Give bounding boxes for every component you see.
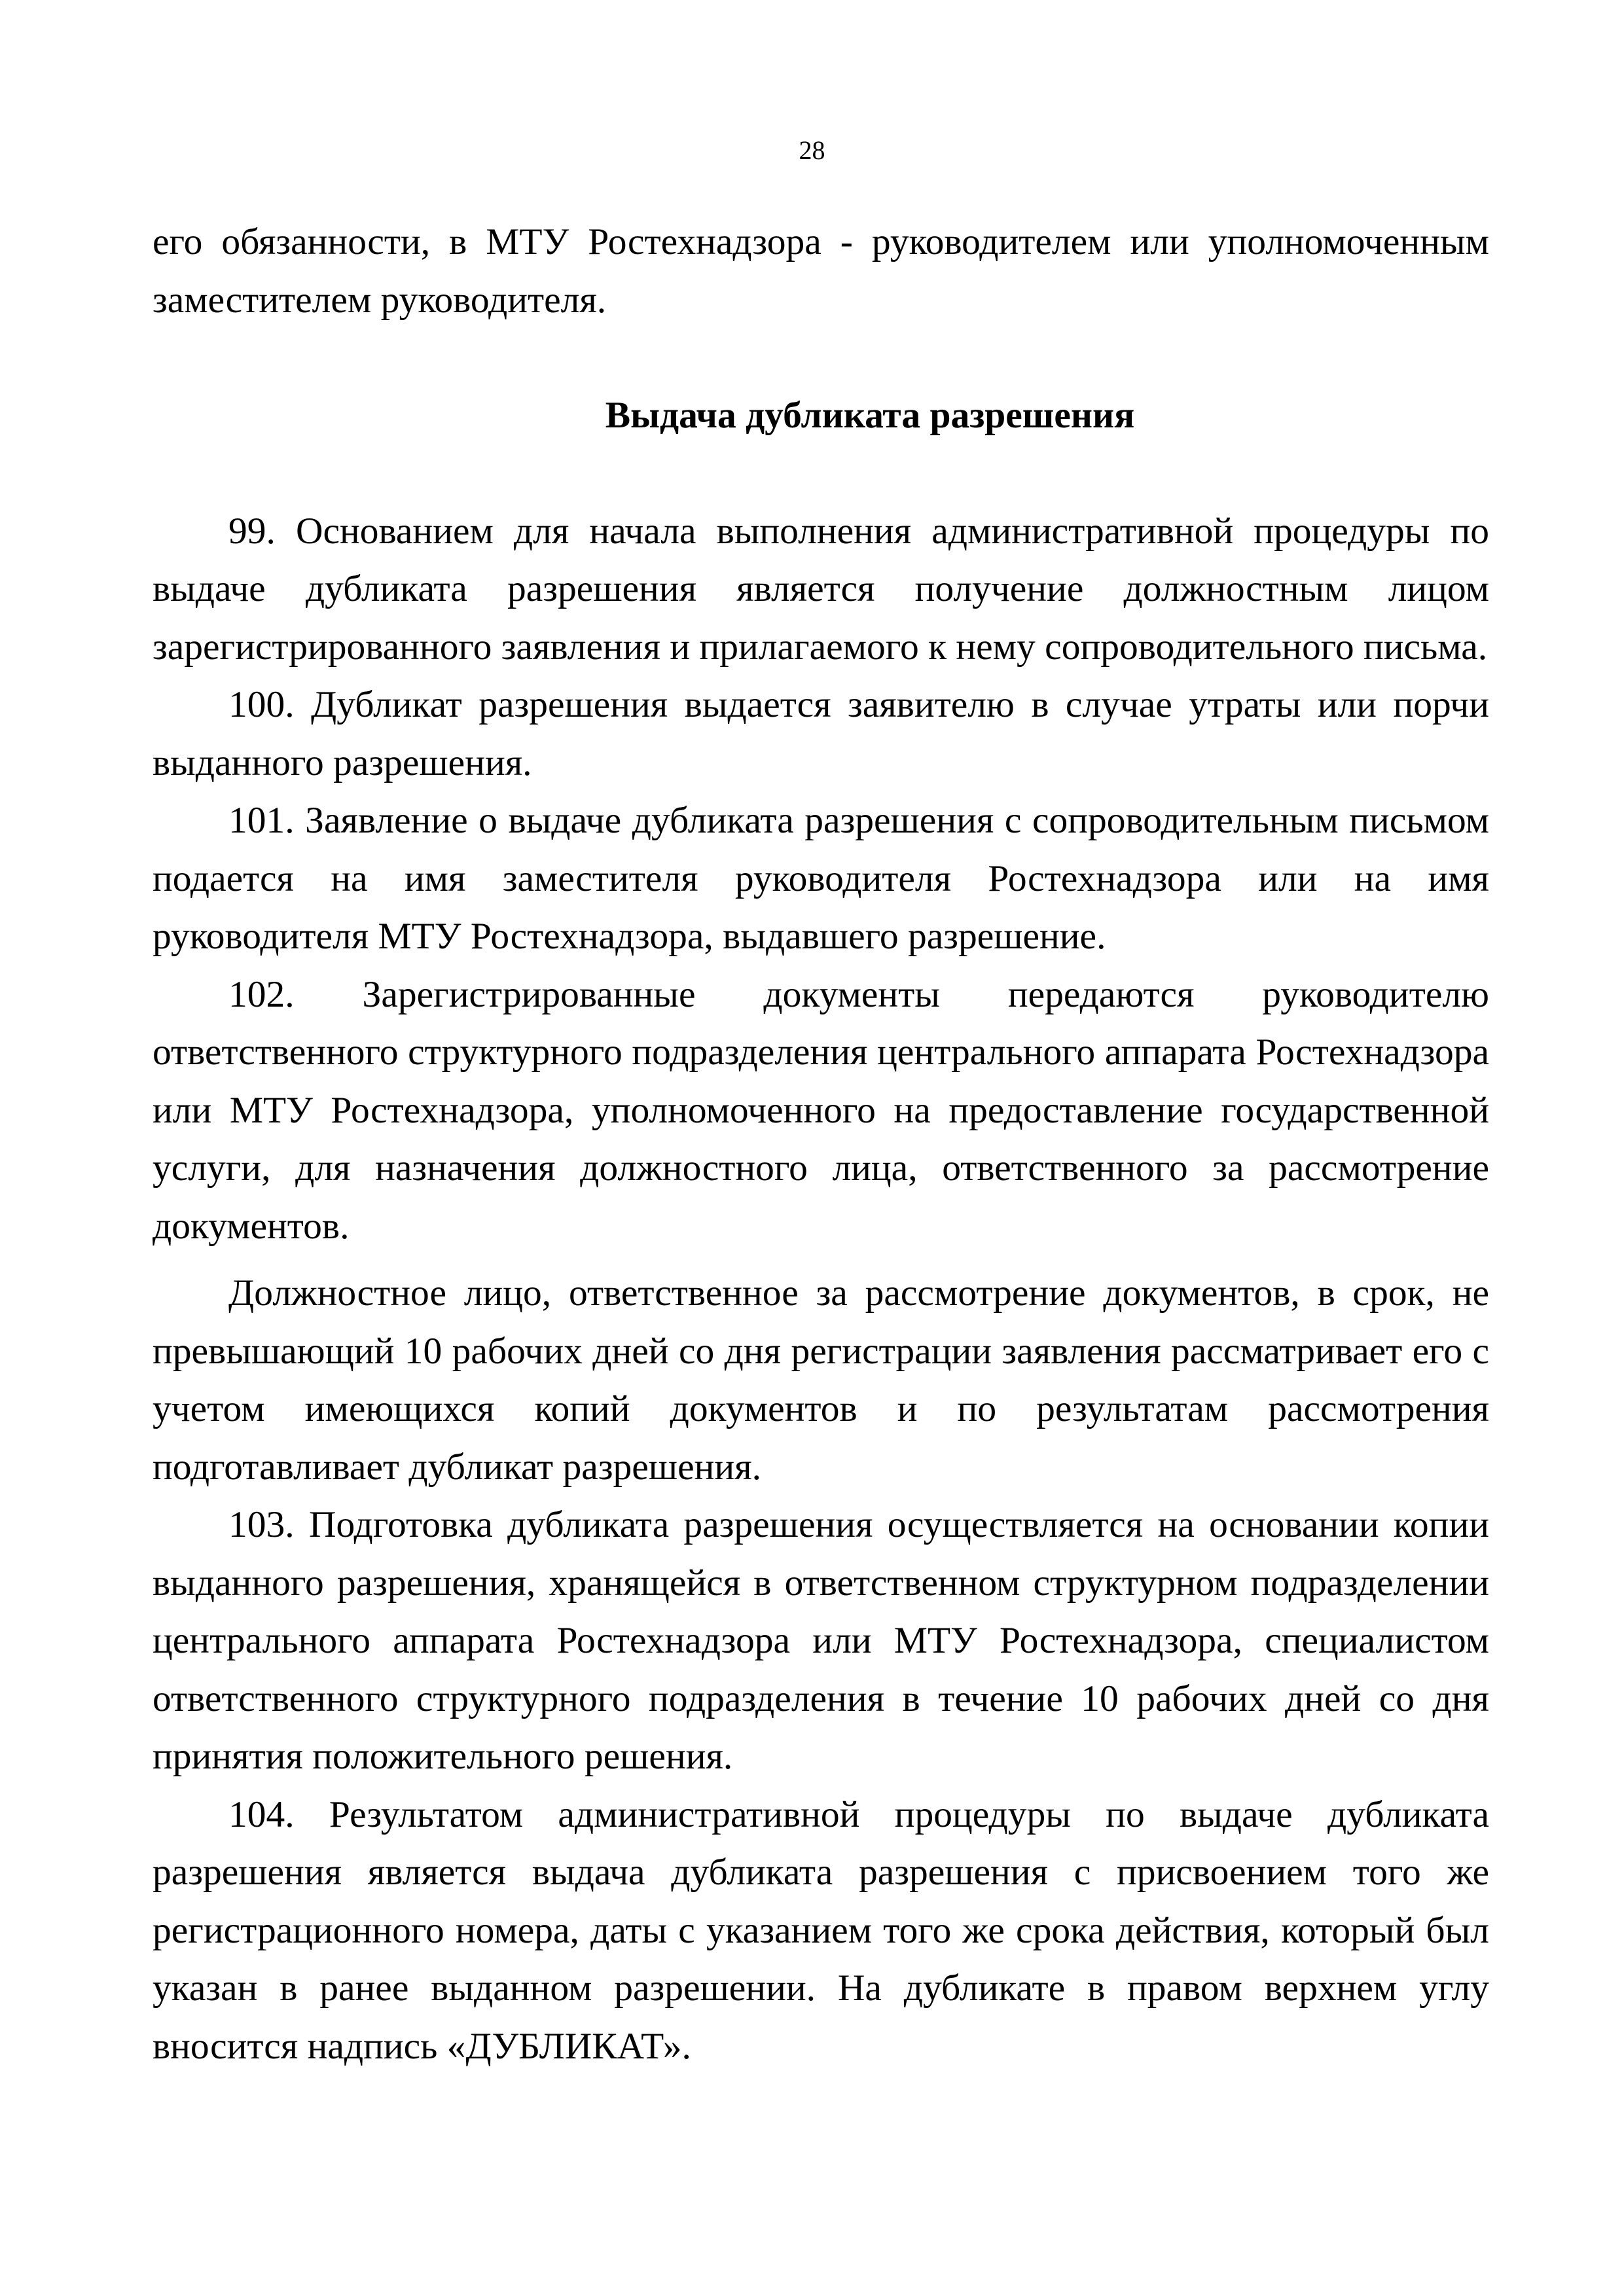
- continuation-paragraph: его обязанности, в МТУ Ростехнадзора - руководителем или уполномоченным заместителем руководителя.: [153, 221, 1489, 321]
- paragraph-103: 103. Подготовка дубликата разрешения осуществляется на основании копии выданного разрешения, хранящейся в ответственном структурном подразделении центрального аппарата Ростехнадзора или МТУ Ростехнадзора, специалистом ответственного структурного подразделения в течение 10 рабочих дней со дня принятия положительного решения.: [153, 1504, 1489, 1777]
- page-number: 28: [799, 135, 825, 165]
- paragraph-104: 104. Результатом административной процедуры по выдаче дубликата разрешения является выдача дубликата разрешения с присвоением того же регистрационного номера, даты с указанием того же срока действия, который был указан в ранее выданном разрешении. На дубликате в правом верхнем углу вносится надпись «ДУБЛИКАТ».: [153, 1793, 1489, 2067]
- paragraph-101: 101. Заявление о выдаче дубликата разрешения с сопроводительным письмом подается на имя заместителя руководителя Ростехнадзора или на имя руководителя МТУ Ростехнадзора, выдавшего разрешение.: [153, 800, 1489, 957]
- paragraph-100: 100. Дубликат разрешения выдается заявителю в случае утраты или порчи выданного разрешения.: [153, 684, 1489, 783]
- paragraph-102: 102. Зарегистрированные документы передаются руководителю ответственного структурного подразделения центрального аппарата Ростехнадзора или МТУ Ростехнадзора, уполномоченного на предоставление государственной услуги, для назначения должностного лица, ответственного за рассмотрение документов.: [153, 973, 1489, 1247]
- document-body: [153, 213, 1489, 2075]
- section-title: Выдача дубликата разрешения: [605, 395, 1135, 436]
- paragraph-102-continued: Должностное лицо, ответственное за рассмотрение документов, в срок, не превышающий 10 рабочих дней со дня регистрации заявления рассматривает его с учетом имеющихся копий документов и по результатам рассмотрения подготавливает дубликат разрешения.: [153, 1272, 1489, 1488]
- paragraph-99: 99. Основанием для начала выполнения административной процедуры по выдаче дубликата разрешения является получение должностным лицом зарегистрированного заявления и прилагаемого к нему сопроводительного письма.: [153, 510, 1489, 668]
